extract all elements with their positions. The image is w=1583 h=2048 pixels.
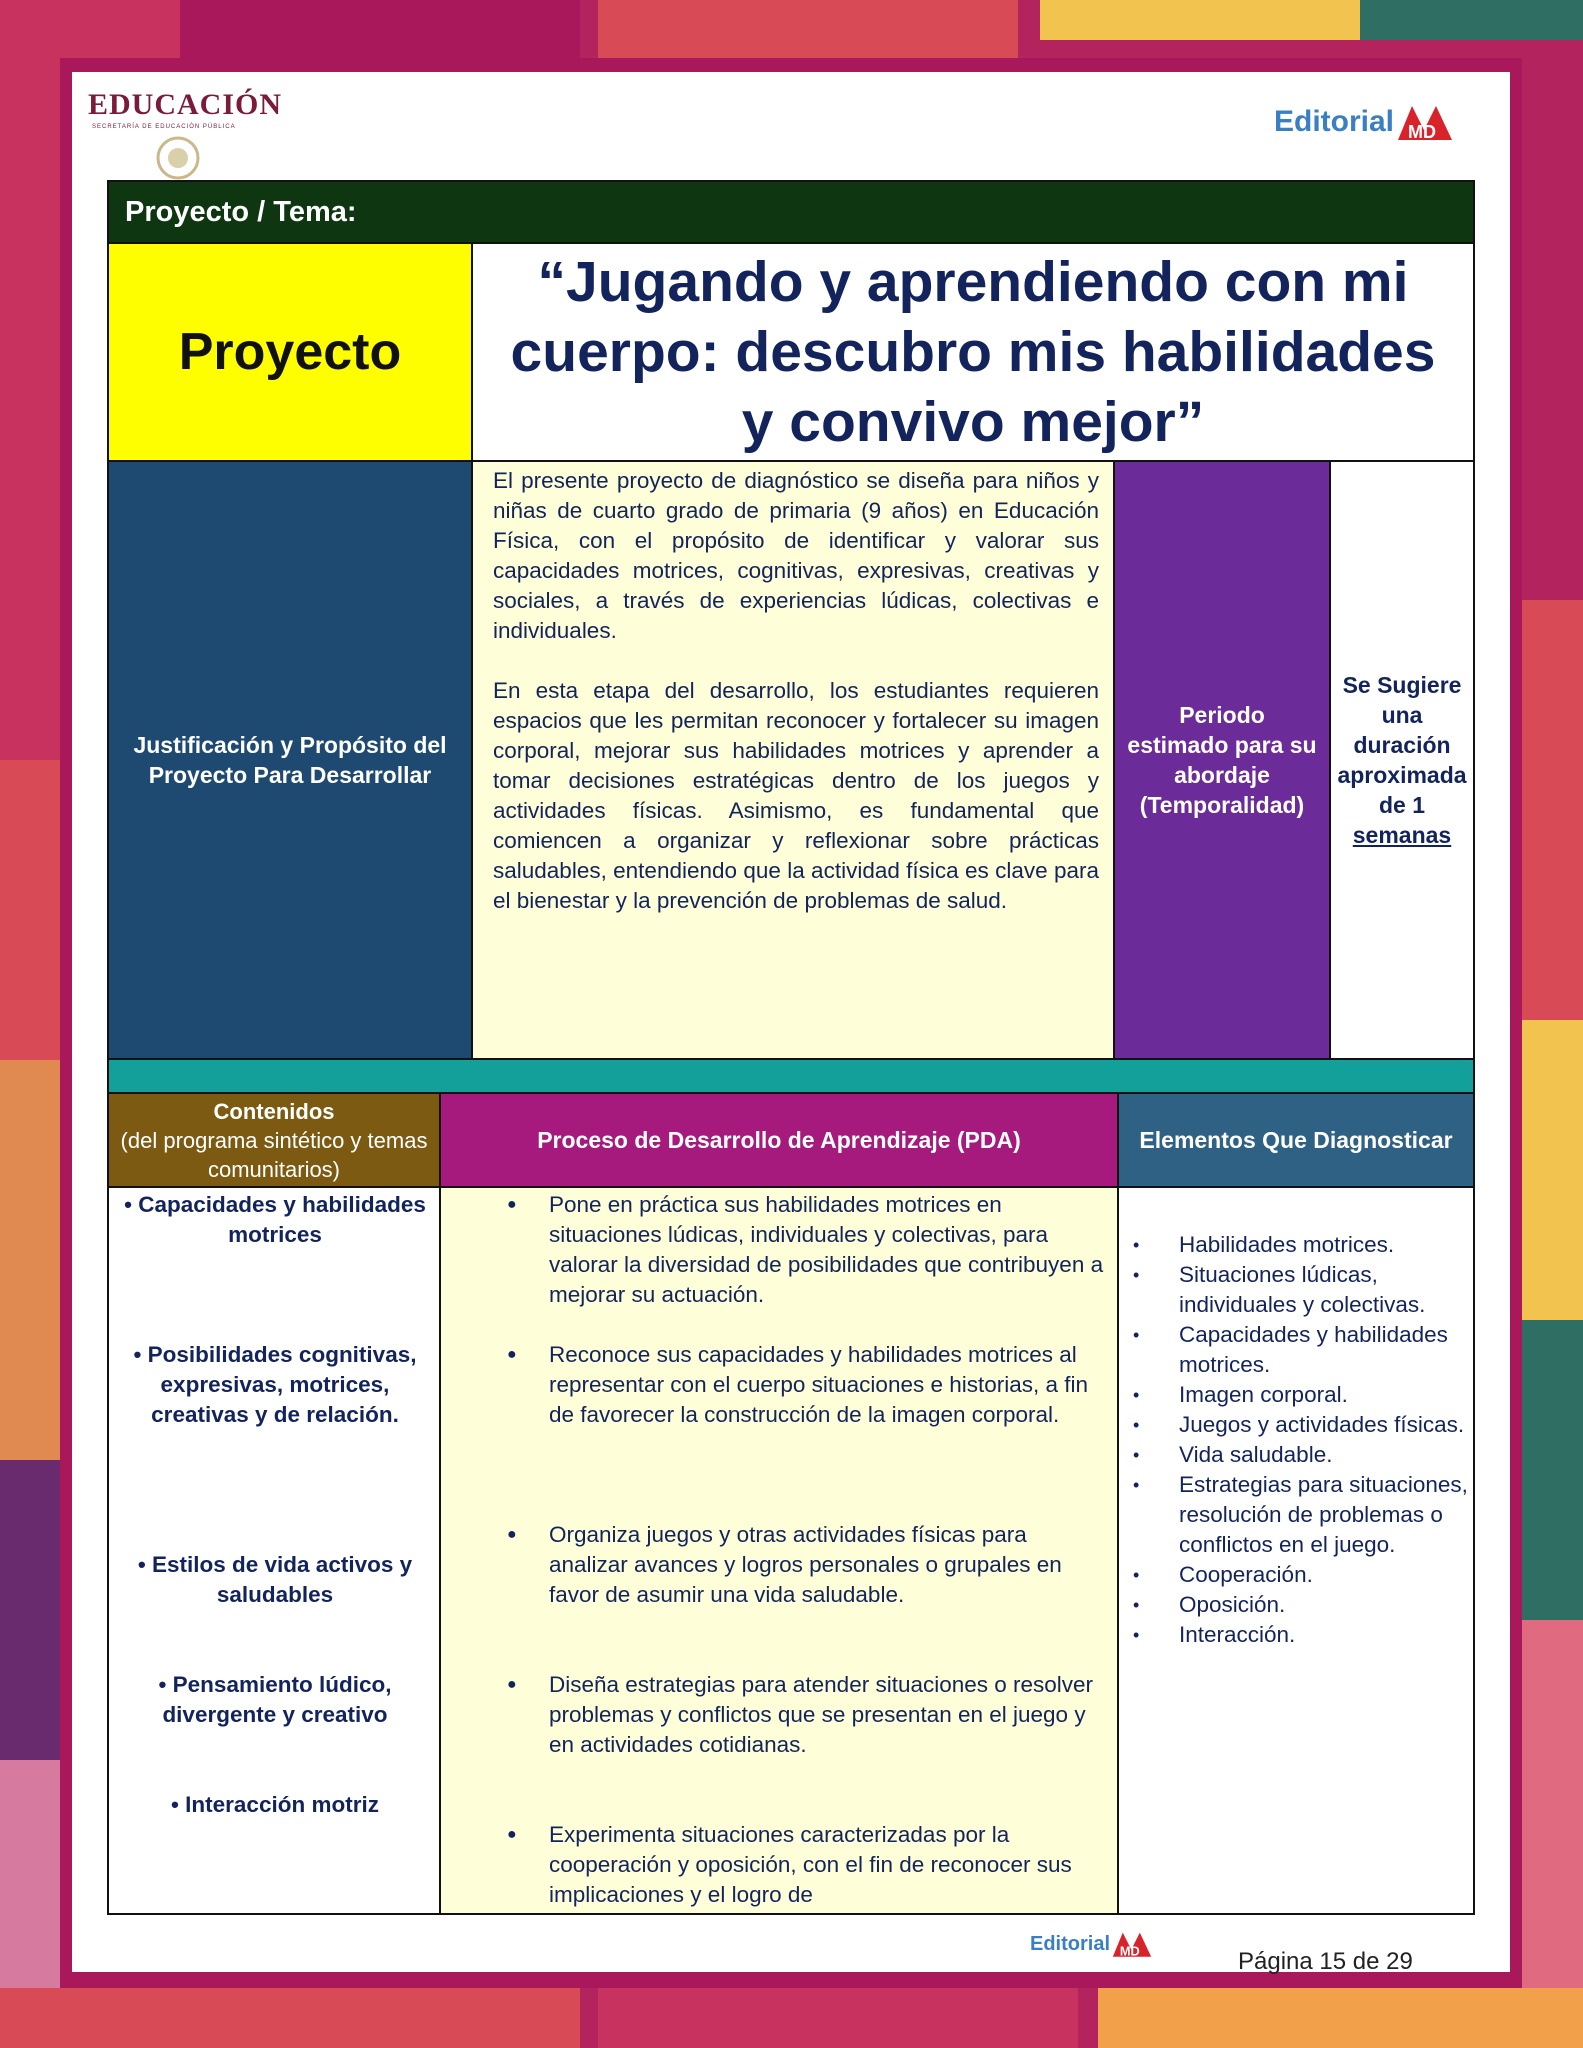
contenido-item: • Pensamiento lúdico, divergente y creativo xyxy=(158,1672,392,1727)
bg-tile xyxy=(0,1060,60,1460)
bg-tile xyxy=(1522,1620,1583,2048)
elemento-item: • Capacidades y habilidades motrices. xyxy=(1179,1320,1469,1380)
elementos-list xyxy=(1179,1230,1469,1650)
project-label: Proyecto xyxy=(107,242,473,462)
elementos-header: Elementos Que Diagnosticar xyxy=(1117,1092,1475,1188)
svg-text:MD: MD xyxy=(1119,1943,1140,1959)
bg-tile xyxy=(0,1460,60,1760)
bg-tile xyxy=(0,60,60,760)
bg-tile xyxy=(1098,1988,1583,2048)
contenido-item: • Interacción motriz xyxy=(171,1792,379,1817)
pda-item: Experimenta situaciones caracterizadas por la cooperación y oposición, con el fin de reconocer sus implicaciones y el logro de xyxy=(549,1822,1072,1907)
bg-tile xyxy=(0,760,60,1060)
md-logo-icon xyxy=(1110,1928,1154,1960)
editorial-md-footer-logo xyxy=(1030,1928,1154,1960)
elemento-item: • Habilidades motrices. xyxy=(1179,1230,1469,1260)
elemento-item: • Interacción. xyxy=(1179,1620,1469,1650)
bg-tile xyxy=(1522,1320,1583,1620)
seal-icon xyxy=(152,134,204,182)
contenidos-subtitle: (del programa sintético y temas comunitarios) xyxy=(120,1127,428,1182)
elemento-item: • Situaciones lúdicas, individuales y colectivas. xyxy=(1179,1260,1469,1320)
bullet-icon: ● xyxy=(507,1196,517,1213)
period-value-unit: semanas xyxy=(1352,822,1452,848)
period-label: Periodo estimado para su abordaje (Temporalidad) xyxy=(1113,460,1331,1060)
bg-tile xyxy=(1522,40,1583,600)
section-divider xyxy=(107,1058,1475,1094)
contenido-item: • Estilos de vida activos y saludables xyxy=(137,1552,413,1607)
educacion-logo: EDUCACIÓN xyxy=(88,88,283,121)
period-value xyxy=(1329,460,1475,1060)
elemento-item: • Vida saludable. xyxy=(1179,1440,1469,1470)
elementos-column xyxy=(1117,1186,1475,1915)
bullet-icon: ● xyxy=(507,1676,517,1693)
pda-column xyxy=(439,1186,1119,1915)
bullet-icon: ● xyxy=(507,1826,517,1843)
contenidos-title: Contenidos xyxy=(213,1098,335,1124)
editorial-md-footer-text: Editorial xyxy=(1030,1932,1111,1955)
md-logo-icon xyxy=(1394,100,1456,144)
bg-tile xyxy=(598,0,1018,60)
justification-paragraph: En esta etapa del desarrollo, los estudiantes requieren espacios que les permitan reconocer y fortalecer su imagen corporal, mejorar sus habilidades motrices y aprender a tomar decisiones estratégicas dentro de los juegos y actividades físicas. Asimismo, es fundamental que comiencen a organizar y reflexionar sobre prácticas saludables, entendiendo que la actividad física es clave para el bienestar y la prevención de problemas de salud. xyxy=(493,678,1099,913)
bg-tile xyxy=(598,1988,1078,2048)
bg-tile xyxy=(180,0,580,60)
bg-tile xyxy=(0,0,180,60)
bg-tile xyxy=(1522,600,1583,1020)
bg-tile xyxy=(0,1988,580,2048)
editorial-md-logo xyxy=(1274,100,1456,144)
page-number: Página 15 de 29 xyxy=(1238,1948,1413,1975)
pda-item: Organiza juegos y otras actividades físicas para analizar avances y logros personales o grupales en favor de asumir una vida saludable. xyxy=(549,1522,1062,1607)
elemento-item: • Juegos y actividades físicas. xyxy=(1179,1410,1469,1440)
bg-tile xyxy=(1360,0,1583,40)
bullet-icon: ● xyxy=(507,1526,517,1543)
educacion-logo-subtitle: SECRETARÍA DE EDUCACIÓN PÚBLICA xyxy=(92,124,236,130)
elemento-item: • Oposición. xyxy=(1179,1590,1469,1620)
justification-paragraph: El presente proyecto de diagnóstico se diseña para niños y niñas de cuarto grado de primaria (9 años) en Educación Física, con el propósito de identificar y valorar sus capacidades motrices, cognitivas, expresivas, creativas y sociales, a través de experiencias lúdicas, colectivas e individuales. xyxy=(493,468,1099,643)
pda-item: Pone en práctica sus habilidades motrices en situaciones lúdicas, individuales y colectivas, para valorar la diversidad de posibilidades que contribuyen a mejorar su actuación. xyxy=(549,1192,1104,1307)
contenidos-header xyxy=(107,1092,441,1188)
pda-header: Proceso de Desarrollo de Aprendizaje (PDA) xyxy=(439,1092,1119,1188)
bullet-icon: ● xyxy=(507,1346,517,1363)
period-value-text: Se Sugiere una duración aproximada de 1 xyxy=(1337,672,1467,818)
justification-label: Justificación y Propósito del Proyecto Para Desarrollar xyxy=(107,460,473,1060)
bg-tile xyxy=(1040,0,1360,40)
elemento-item: • Imagen corporal. xyxy=(1179,1380,1469,1410)
pda-item: Reconoce sus capacidades y habilidades motrices al representar con el cuerpo situaciones e historias, a fin de favorecer la construcción de la imagen corporal. xyxy=(549,1342,1089,1427)
pda-item: Diseña estrategias para atender situaciones o resolver problemas y conflictos que se presentan en el juego y en actividades cotidianas. xyxy=(549,1672,1094,1757)
elemento-item: • Cooperación. xyxy=(1179,1560,1469,1590)
project-table xyxy=(107,180,1475,1915)
editorial-md-logo-text: Editorial xyxy=(1274,105,1395,138)
contenido-item: • Posibilidades cognitivas, expresivas, motrices, creativas y de relación. xyxy=(133,1342,417,1427)
contenido-item: • Capacidades y habilidades motrices xyxy=(124,1192,426,1247)
bg-tile xyxy=(1522,1020,1583,1320)
contenidos-column xyxy=(107,1186,441,1915)
elemento-item: • Estrategias para situaciones, resolución de problemas o conflictos en el juego. xyxy=(1179,1470,1469,1560)
project-theme-header: Proyecto / Tema: xyxy=(107,180,1475,244)
justification-text xyxy=(471,460,1115,1060)
svg-text:MD: MD xyxy=(1408,122,1437,142)
project-title: “Jugando y aprendiendo con mi cuerpo: descubro mis habilidades y convivo mejor” xyxy=(471,242,1475,462)
